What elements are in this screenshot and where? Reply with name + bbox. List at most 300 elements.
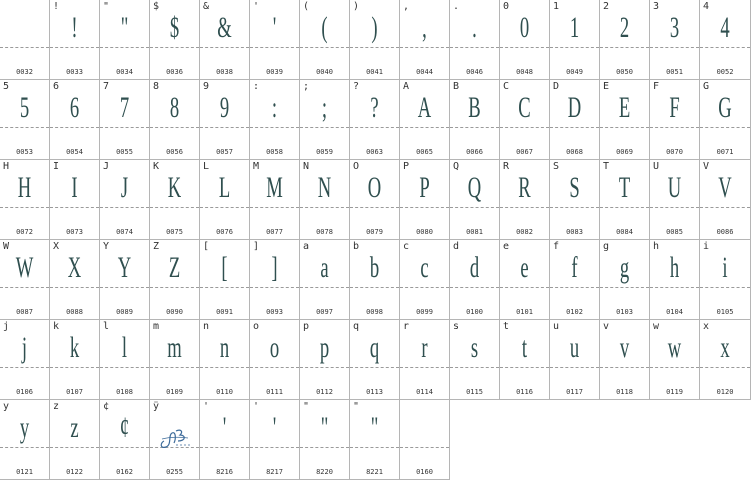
glyph-char-label: n [203,321,210,332]
glyph-char-label: C [503,81,510,92]
glyph-preview [9,8,39,48]
glyph-cell [400,400,450,480]
glyph-preview: e [520,251,529,284]
glyph-preview: v [619,331,630,364]
glyph-preview: N [317,171,332,204]
glyph-char-label: u [553,321,560,332]
glyph-code: 0091 [216,308,233,316]
glyph-cell [700,80,751,160]
glyph-cell [400,320,450,400]
glyph-char-label: ÿ [153,401,160,412]
glyph-code: 0069 [616,148,633,156]
glyph-cell [450,160,500,240]
glyph-cell [500,0,550,80]
glyph-code: 0036 [166,68,183,76]
glyph-preview: n [219,331,230,364]
glyph-code: 0051 [666,68,683,76]
glyph-char-label: ¢ [103,401,110,412]
glyph-cell [100,400,150,480]
glyph-char-label: . [453,1,460,12]
glyph-code: 0066 [466,148,483,156]
glyph-char-label: 7 [103,81,110,92]
glyph-char-label: R [503,161,510,172]
glyph-char-label: K [153,161,160,172]
glyph-cell [600,240,650,320]
glyph-cell [650,160,700,240]
glyph-cell [350,320,400,400]
glyph-cell [250,0,300,80]
glyph-code: 0160 [416,468,433,476]
glyph-char-label: I [53,161,60,172]
glyph-char-label: x [703,321,710,332]
glyph-code: 0120 [716,388,734,396]
glyph-preview: A [417,91,432,124]
glyph-code: 0114 [416,388,433,396]
glyph-preview: 4 [720,11,730,44]
glyph-code: 0044 [416,68,433,76]
glyph-code: 0063 [366,148,383,156]
glyph-cell [200,240,250,320]
glyph-preview: J [120,171,129,204]
glyph-preview: 0 [519,11,530,44]
glyph-char-label: g [603,241,610,252]
glyph-cell [150,320,200,400]
glyph-cell [150,160,200,240]
glyph-preview: H [17,171,32,204]
glyph-char-label: r [403,321,410,332]
glyph-preview: m [167,331,182,364]
glyph-char-label: M [253,161,260,172]
glyph-preview: U [667,171,682,204]
glyph-char-label: b [353,241,360,252]
glyph-char-label: " [103,1,110,12]
glyph-cell [600,0,650,80]
glyph-char-label: " [303,401,310,412]
glyph-char-label: W [3,241,10,252]
glyph-char-label: P [403,161,410,172]
glyph-char-label: G [703,81,710,92]
glyph-char-label: $ [153,1,160,12]
glyph-code: 0078 [316,228,333,236]
glyph-char-label: , [403,1,410,12]
glyph-code: 0100 [466,308,483,316]
glyph-cell [500,320,550,400]
glyph-code: 0032 [16,68,33,76]
glyph-cell [150,240,200,320]
glyph-code: 0107 [66,388,83,396]
glyph-cell [400,80,450,160]
glyph-preview: l [121,331,128,364]
glyph-char-label: 6 [53,81,60,92]
glyph-preview: ' [272,411,277,444]
glyph-preview: M [266,171,283,204]
glyph-preview: q [369,331,380,364]
glyph-cell [250,240,300,320]
glyph-preview: L [218,171,231,204]
glyph-cell [700,0,751,80]
glyph-char-label: U [653,161,660,172]
glyph-cell [600,320,650,400]
glyph-code: 0058 [266,148,283,156]
glyph-preview: 6 [69,91,80,124]
glyph-cell [650,320,700,400]
glyph-char-label: v [603,321,610,332]
glyph-code: 0122 [66,468,83,476]
glyph-char-label: 9 [203,81,210,92]
glyph-char-label: w [653,321,660,332]
glyph-preview: ( [321,11,328,44]
glyph-char-label: 4 [703,1,710,12]
glyph-code: 0105 [716,308,734,316]
glyph-char-label: & [203,1,210,12]
glyph-char-label: J [103,161,110,172]
glyph-code: 0116 [516,388,533,396]
glyph-code: 0102 [566,308,583,316]
glyph-char-label: ) [353,1,360,12]
glyph-preview: 5 [19,91,30,124]
glyph-cell [650,80,700,160]
glyph-cell [500,240,550,320]
glyph-cell [350,0,400,80]
glyph-char-label: ' [253,401,260,412]
glyph-preview: Y [117,251,132,284]
glyph-cell [600,160,650,240]
glyph-preview: i [722,251,728,284]
glyph-preview: B [468,91,481,124]
glyph-cell [50,0,100,80]
glyph-char-label: ' [203,401,210,412]
glyph-cell [450,80,500,160]
glyph-char-label: H [3,161,10,172]
glyph-code: 0104 [666,308,683,316]
glyph-preview: . [472,11,477,44]
glyph-cell [550,0,600,80]
glyph-cell [400,160,450,240]
glyph-code: 0085 [666,228,683,236]
glyph-cell [250,80,300,160]
glyph-cell [0,0,50,80]
glyph-cell [0,240,50,320]
glyph-preview: " [370,411,379,444]
glyph-preview: y [19,411,30,444]
glyph-cell [350,160,400,240]
glyph-code: 0121 [16,468,33,476]
glyph-preview: Q [467,171,482,204]
glyph-code: 0115 [466,388,483,396]
glyph-code: 0071 [716,148,734,156]
glyph-preview: C [518,91,531,124]
glyph-preview: ; [321,91,328,124]
glyph-preview: t [521,331,528,364]
glyph-code: 0086 [716,228,734,236]
glyph-cell [100,160,150,240]
glyph-cell [400,240,450,320]
glyph-preview: , [422,11,427,44]
glyph-preview: E [618,91,631,124]
glyph-cell [500,160,550,240]
glyph-preview: c [420,251,429,284]
glyph-char-label: E [603,81,610,92]
glyph-char-label: Y [103,241,110,252]
glyph-cell [300,320,350,400]
glyph-char-label: " [353,401,360,412]
glyph-code: 8220 [316,468,333,476]
glyph-preview: P [419,171,430,204]
glyph-code: 0068 [566,148,583,156]
glyph-code: 0101 [516,308,533,316]
glyph-char-label: D [553,81,560,92]
glyph-char-label: ! [53,1,60,12]
glyph-preview: F [669,91,680,124]
glyph-code: 0039 [266,68,283,76]
glyph-char-label: ? [353,81,360,92]
glyph-char-label: s [453,321,460,332]
glyph-code: 0059 [316,148,333,156]
glyph-code: 0111 [266,388,283,396]
glyph-code: 0098 [366,308,383,316]
glyph-cell [250,320,300,400]
glyph-cell [550,160,600,240]
glyph-code: 0118 [616,388,633,396]
glyph-preview: W [15,251,34,284]
glyph-cell [700,160,751,240]
glyph-preview: " [120,11,129,44]
glyph-char-label: z [53,401,60,412]
glyph-char-label: N [303,161,310,172]
glyph-char-label: Q [453,161,460,172]
glyph-preview: R [518,171,531,204]
glyph-char-label: o [253,321,260,332]
glyph-code: 0053 [16,148,33,156]
glyph-code: 0057 [216,148,233,156]
glyph-code: 0082 [516,228,533,236]
glyph-preview: O [367,171,382,204]
glyph-cell [0,320,50,400]
glyph-code: 0033 [66,68,83,76]
glyph-preview: $ [169,11,180,44]
glyph-preview: b [369,251,380,284]
glyph-code: 8216 [216,468,233,476]
glyph-code: 0088 [66,308,83,316]
glyph-preview: ' [222,411,227,444]
glyph-code: 0054 [66,148,83,156]
glyph-code: 0119 [666,388,683,396]
glyph-char-label: ( [303,1,310,12]
glyph-char-label: p [303,321,310,332]
glyph-preview: 2 [619,11,630,44]
glyph-cell [100,240,150,320]
glyph-cell [0,160,50,240]
glyph-preview: ) [371,11,378,44]
glyph-code: 0048 [516,68,533,76]
glyph-char-label: Z [153,241,160,252]
glyph-cell [300,0,350,80]
glyph-char-label: q [353,321,360,332]
glyph-cell [700,320,751,400]
glyph-preview: 8 [169,91,180,124]
glyph-code: 0073 [66,228,83,236]
glyph-char-label: k [53,321,60,332]
glyph-cell [450,0,500,80]
glyph-char-label: j [3,321,10,332]
glyph-char-label: X [53,241,60,252]
glyph-char-label: a [303,241,310,252]
glyph-code: 0038 [216,68,233,76]
glyph-char-label: 2 [603,1,610,12]
glyph-code: 0106 [16,388,33,396]
glyph-cell [150,400,200,480]
glyph-preview: w [667,331,682,364]
glyph-preview: 7 [119,91,130,124]
glyph-char-label: T [603,161,610,172]
glyph-code: 0162 [116,468,133,476]
glyph-cell [200,80,250,160]
glyph-cell [150,0,200,80]
glyph-preview: g [619,251,630,284]
glyph-code: 0099 [416,308,433,316]
glyph-preview: : [271,91,278,124]
glyph-code: 0050 [616,68,633,76]
glyph-char-label: d [453,241,460,252]
glyph-char-label: 1 [553,1,560,12]
glyph-cell [300,240,350,320]
glyph-code: 0081 [466,228,483,236]
glyph-cell [650,240,700,320]
glyph-cell [700,240,751,320]
glyph-preview: ' [272,11,277,44]
glyph-code: 0077 [266,228,283,236]
glyph-code: 0049 [566,68,583,76]
glyph-code: 0040 [316,68,333,76]
glyph-cell [100,0,150,80]
glyph-cell [200,320,250,400]
glyph-preview: a [320,251,329,284]
glyph-code: 0074 [116,228,133,236]
glyph-preview: " [320,411,329,444]
glyph-code: 0255 [166,468,183,476]
glyph-cell [250,400,300,480]
glyph-char-label: t [503,321,510,332]
glyph-char-label: y [3,401,10,412]
glyph-code: 0067 [516,148,533,156]
glyph-preview: ] [271,251,278,284]
glyph-cell [450,320,500,400]
glyph-code: 0089 [116,308,133,316]
glyph-code: 0065 [416,148,433,156]
glyph-code: 8217 [266,468,283,476]
glyph-code: 0041 [366,68,383,76]
glyph-preview: [ [221,251,228,284]
glyph-char-label: : [253,81,260,92]
glyph-preview: k [69,331,80,364]
glyph-preview: Z [168,251,181,284]
glyph-code: 0093 [266,308,283,316]
glyph-preview: u [569,331,580,364]
glyph-code: 0046 [466,68,483,76]
glyph-char-label: e [503,241,510,252]
glyph-preview: x [720,331,730,364]
glyph-preview: T [618,171,631,204]
glyph-preview: z [70,411,79,444]
glyph-code: 0117 [566,388,583,396]
glyph-cell [350,240,400,320]
glyph-code: 0084 [616,228,633,236]
glyph-char-label: 8 [153,81,160,92]
glyph-char-label: A [403,81,410,92]
glyph-preview: f [571,251,578,284]
glyph-cell [0,80,50,160]
glyph-char-label: S [553,161,560,172]
glyph-code: 0108 [116,388,133,396]
glyph-preview: G [718,91,732,124]
glyph-preview: V [718,171,732,204]
glyph-preview: o [269,331,280,364]
glyph-preview: j [21,331,28,364]
glyph-char-label: ; [303,81,310,92]
glyph-cell [200,0,250,80]
glyph-char-label: 0 [503,1,510,12]
glyph-preview: h [669,251,680,284]
glyph-preview: K [167,171,182,204]
glyph-cell [550,320,600,400]
glyph-preview: ¢ [119,411,130,444]
glyph-char-label: ' [253,1,260,12]
glyph-code: 0076 [216,228,233,236]
glyph-preview: D [567,91,582,124]
glyph-cell [300,400,350,480]
glyph-cell [350,80,400,160]
glyph-char-label: c [403,241,410,252]
glyph-code: 0113 [366,388,383,396]
glyph-char-label: 5 [3,81,10,92]
glyph-code: 8221 [366,468,383,476]
glyph-cell [50,320,100,400]
glyph-preview: 1 [569,11,580,44]
glyph-char-label: f [553,241,560,252]
glyph-preview: r [421,331,428,364]
glyph-cell [300,80,350,160]
glyph-cell [300,160,350,240]
glyph-cell [50,240,100,320]
glyph-cell [350,400,400,480]
glyph-cell [550,240,600,320]
glyph-preview: ! [71,11,78,44]
glyph-cell [0,400,50,480]
glyph-code: 0079 [366,228,383,236]
glyph-cell [400,0,450,80]
glyph-char-label: B [453,81,460,92]
glyph-preview: 9 [219,91,230,124]
glyph-preview: p [319,331,330,364]
glyph-preview: X [67,251,82,284]
glyph-preview: I [71,171,78,204]
glyph-char-label: [ [203,241,210,252]
signature-logo-icon [150,408,199,448]
glyph-char-label: 3 [653,1,660,12]
glyph-cell [500,80,550,160]
glyph-cell [50,80,100,160]
glyph-char-label: m [153,321,160,332]
glyph-char-label: O [353,161,360,172]
glyph-cell [50,400,100,480]
glyph-char-label: i [703,241,710,252]
glyph-code: 0055 [116,148,133,156]
glyph-char-label: F [653,81,660,92]
glyph-preview: s [470,331,479,364]
glyph-char-label: h [653,241,660,252]
glyph-cell [550,80,600,160]
glyph-code: 0090 [166,308,183,316]
